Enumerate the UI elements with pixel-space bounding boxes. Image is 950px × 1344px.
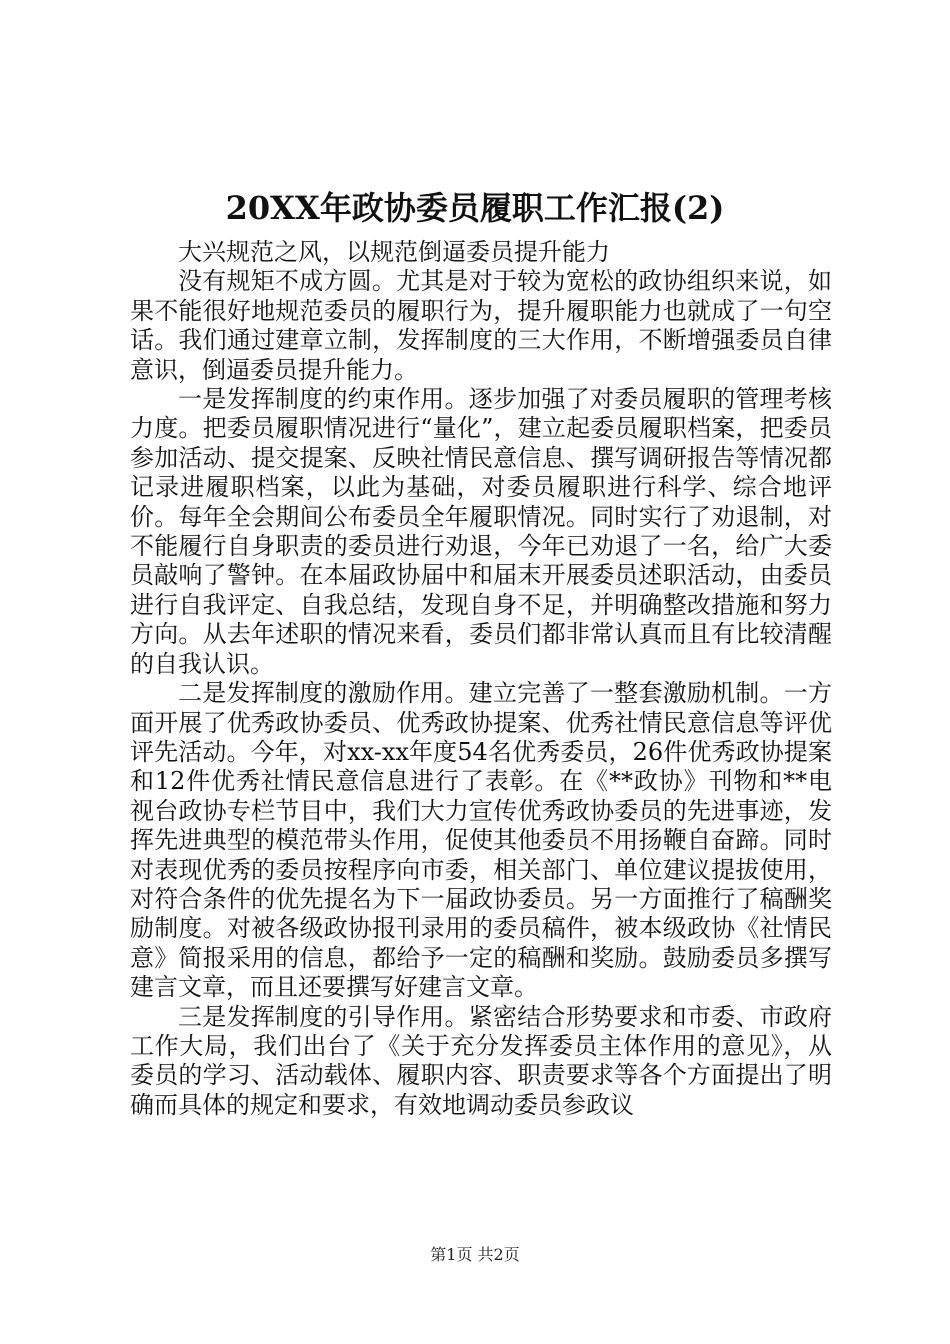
page-number-footer: 第1页 共2页 <box>430 1245 520 1264</box>
document-title: 20XX年政协委员履职工作汇报(2) <box>225 189 725 227</box>
section-heading: 大兴规范之风，以规范倒逼委员提升能力 <box>178 238 610 266</box>
paragraph-incentive: 二是发挥制度的激励作用。建立完善了一整套激励机制。一方面开展了优秀政协委员、优秀政协提案、优秀社情民意信息等评优评先活动。今年，对xx-xx年度54名优秀委员，26件优秀政协提案和12件优秀社情民意信息进行了表彰。在《**政协》刊物和**电视台政协专栏节目中，我们大力宣传优秀政协委员的先进事迹，发挥先进典型的模范带头作用，促使其他委员不用扬鞭自奋蹄。同时对表现优秀的委员按程序向市委，相关部门、单位建议提拔使用，对符合条件的优先提名为下一届政协委员。另一方面推行了稿酬奖励制度。对被各级政协报刊录用的委员稿件，被本级政协《社情民意》简报采用的信息，都给予一定的稿酬和奖励。鼓励委员多撰写建言文章，而且还要撰写好建言文章。 <box>130 679 832 1002</box>
paragraph-intro: 没有规矩不成方圆。尤其是对于较为宽松的政协组织来说，如果不能很好地规范委员的履职行为，提升履职能力也就成了一句空话。我们通过建章立制，发挥制度的三大作用，不断增强委员自律意识，倒逼委员提升能力。 <box>130 267 832 384</box>
paragraph-constraint: 一是发挥制度的约束作用。逐步加强了对委员履职的管理考核力度。把委员履职情况进行“量化”，建立起委员履职档案，把委员参加活动、提交提案、反映社情民意信息、撰写调研报告等情况都记录进履职档案，以此为基础，对委员履职进行科学、综合地评价。每年全会期间公布委员全年履职情况。同时实行了劝退制，对不能履行自身职责的委员进行劝退，今年已劝退了一名，给广大委员敲响了警钟。在本届政协届中和届末开展委员述职活动，由委员进行自我评定、自我总结，发现自身不足，并明确整改措施和努力方向。从去年述职的情况来看，委员们都非常认真而且有比较清醒的自我认识。 <box>130 385 832 678</box>
paragraph-guidance: 三是发挥制度的引导作用。紧密结合形势要求和市委、市政府工作大局，我们出台了《关于充分发挥委员主体作用的意见》，从委员的学习、活动载体、履职内容、职责要求等各个方面提出了明确而具体的规定和要求，有效地调动委员参政议 <box>130 1002 832 1119</box>
document-body <box>130 238 832 1120</box>
